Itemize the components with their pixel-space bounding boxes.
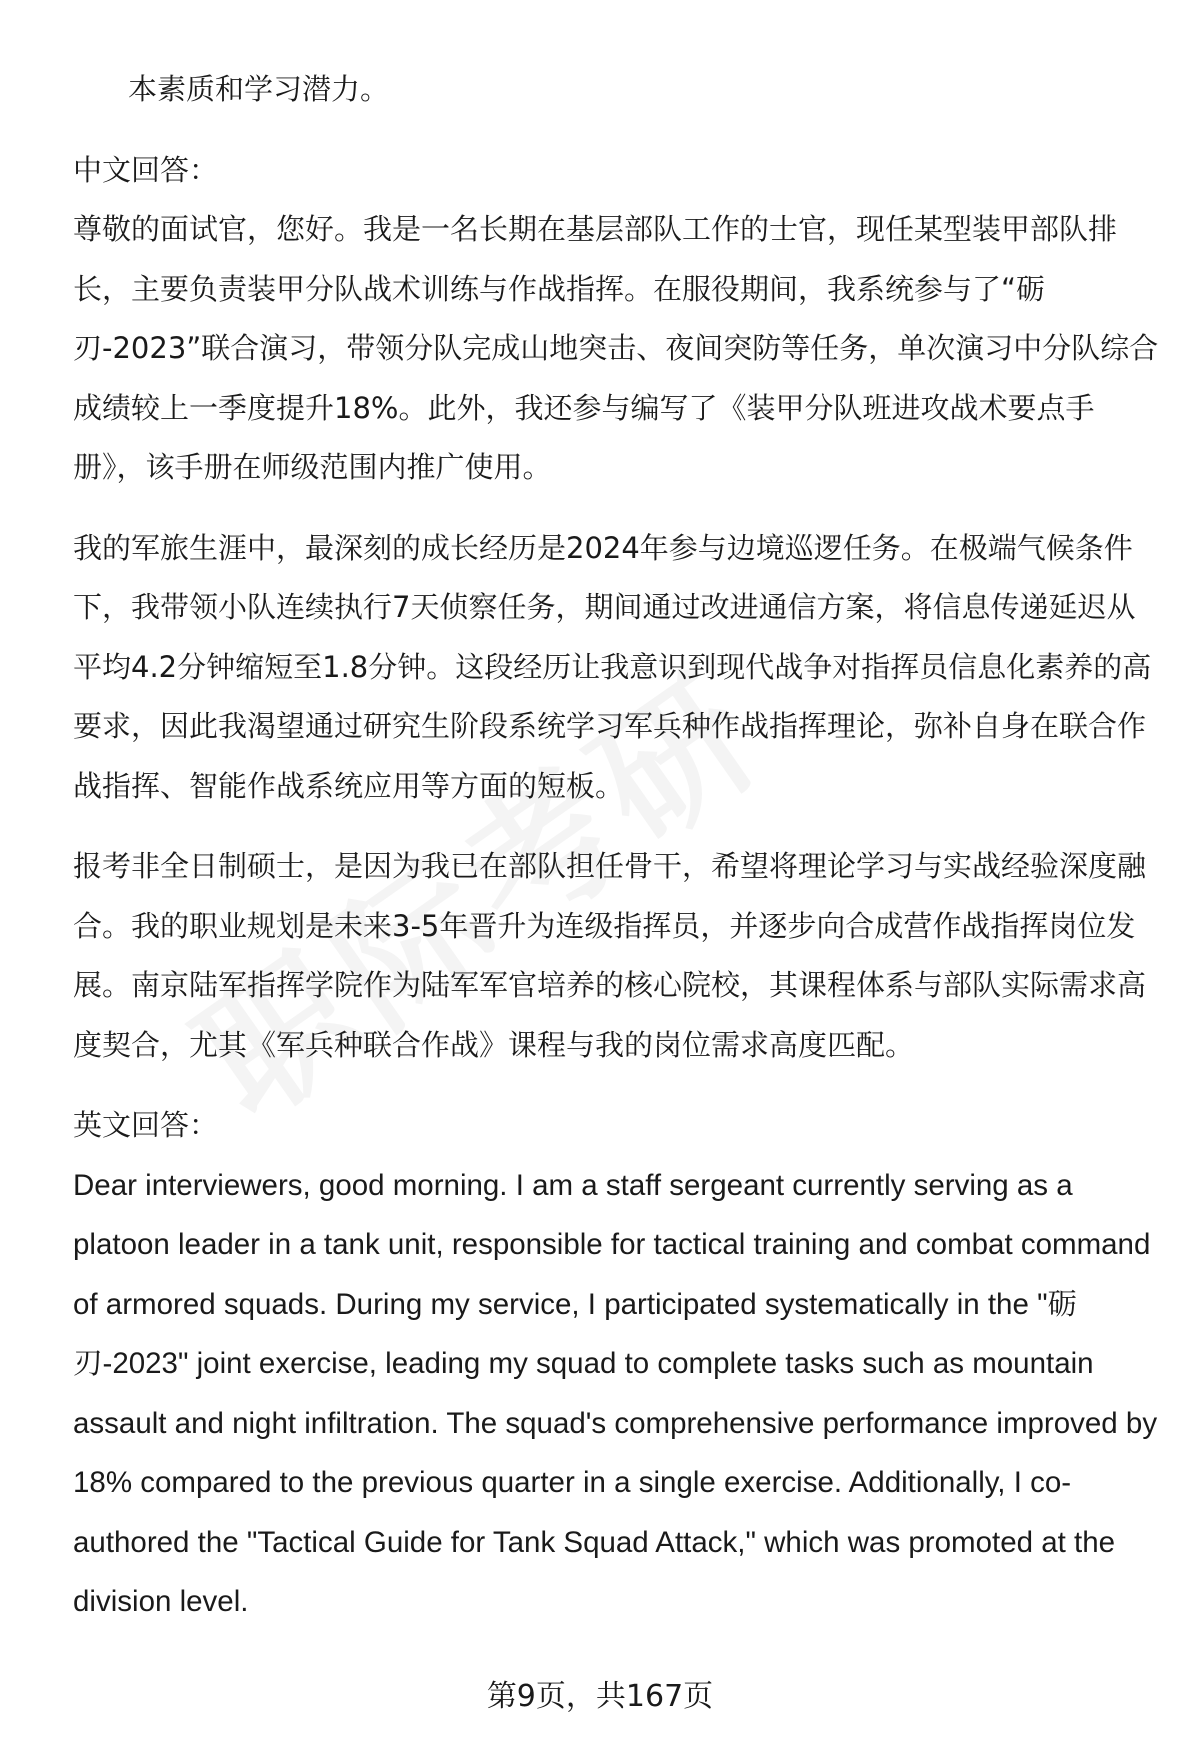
- continued-fragment: 本素质和学习潜力。: [128, 72, 390, 106]
- document-body: [73, 60, 1163, 1632]
- chinese-paragraph-1: 尊敬的面试官，您好。我是一名长期在基层部队工作的士官，现任某型装甲部队排长，主要负责装甲分队战术训练与作战指挥。在服役期间，我系统参与了“砺刃-2023”联合演习，带领分队完成山地突击、夜间突防等任务，单次演习中分队综合成绩较上一季度提升18%。此外，我还参与编写了《装甲分队班进攻战术要点手册》，该手册在师级范围内推广使用。: [73, 212, 1159, 484]
- chinese-answer-label: 中文回答：: [73, 152, 219, 187]
- page-number: 第9页，共167页: [486, 1679, 714, 1714]
- english-answer-label: 英文回答：: [73, 1108, 219, 1142]
- english-paragraph: Dear interviewers, good morning. I am a staff sergeant currently serving as a platoon leader in a tank unit, responsible for tactical training and combat command of armored squads. During my service, I participated systematically in the "砺刃-2023" joint exercise, leading my squad to complete tasks such as mountain assault and night infiltration. The squad's comprehensive performance improved by 18% compared to the previous quarter in a single exercise. Additionally, I co-authored the "Tactical Guide for Tank Squad Attack," which was promoted at the division level.: [73, 1168, 1158, 1618]
- chinese-paragraph-3: 报考非全日制硕士，是因为我已在部队担任骨干，希望将理论学习与实战经验深度融合。我的职业规划是未来3-5年晋升为连级指挥员，并逐步向合成营作战指挥岗位发展。南京陆军指挥学院作为陆军军官培养的核心院校，其课程体系与部队实际需求高度契合，尤其《军兵种联合作战》课程与我的岗位需求高度匹配。: [73, 849, 1147, 1062]
- chinese-paragraph-2: 我的军旅生涯中，最深刻的成长经历是2024年参与边境巡逻任务。在极端气候条件下，我带领小队连续执行7天侦察任务，期间通过改进通信方案，将信息传递延迟从平均4.2分钟缩短至1.8分钟。这段经历让我意识到现代战争对指挥员信息化素养的高要求，因此我渴望通过研究生阶段系统学习军兵种作战指挥理论，弥补自身在联合作战指挥、智能作战系统应用等方面的短板。: [73, 530, 1152, 803]
